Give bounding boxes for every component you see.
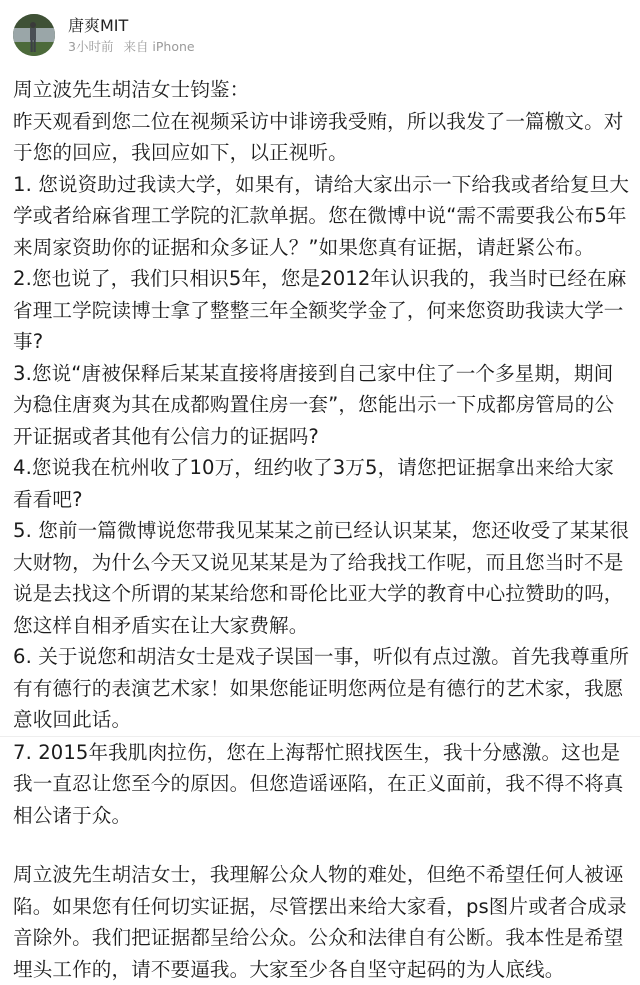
point-4: 4.您说我在杭州收了10万，纽约收了3万5，请您把证据拿出来给大家看看吧? — [13, 456, 614, 511]
intro-text: 昨天观看到您二位在视频采访中诽谤我受贿，所以我发了一篇檄文。对于您的回应，我回应如下，以正视听。 — [13, 109, 624, 164]
post-source: 来自 iPhone — [123, 39, 195, 54]
paragraph-spacer — [13, 831, 630, 859]
post-time: 3小时前 — [68, 39, 114, 54]
closing-text: 周立波先生胡洁女士，我理解公众人物的难处，但绝不希望任何人被诬陷。如果您有任何切实证据，尽管摆出来给大家看，ps图片或者合成录音除外。我们把证据都呈给公众。公众和法律自有公断。我本性是希望埋头工作的，请不要逼我。大家至少各自坚守起码的为人底线。 — [13, 863, 627, 981]
post-header — [0, 0, 640, 70]
point-3: 3.您说“唐被保释后某某直接将唐接到自己家中住了一个多星期，期间为稳住唐爽为其在成都购置住房一套”，您能出示一下成都房管局的公开证据或者其他有公信力的证据吗? — [13, 361, 615, 448]
post-body — [0, 74, 640, 985]
user-avatar-photo-icon — [13, 14, 55, 56]
greeting-text: 周立波先生胡洁女士钧鉴： — [13, 78, 250, 101]
point-7: 7. 2015年我肌肉拉伤，您在上海帮忙照找医生，我十分感激。这也是我一直忍让您至今的原因。但您造谣诬陷，在正义面前，我不得不将真相公诸于众。 — [13, 740, 624, 827]
point-2: 2.您也说了，我们只相识5年，您是2012年认识我的，我当时已经在麻省理工学院读博士拿了整整三年全额奖学金了，何来您资助我读大学一事? — [13, 267, 627, 353]
author-name[interactable]: 唐爽MIT — [68, 16, 129, 35]
post-meta — [68, 39, 195, 55]
point-5: 5. 您前一篇微博说您带我见某某之前已经认识某某，您还收受了某某很大财物，为什么今天又说见某某是为了给我找工作呢，而且您当时不是说是去找这个所谓的某某给您和哥伦比亚大学的教育中心拉赞助的吗，您这样自相矛盾实在让大家费解。 — [13, 519, 630, 637]
point-1: 1. 您说资助过我读大学，如果有，请给大家出示一下给我或者给复旦大学或者给麻省理工学院的汇款单据。您在微博中说“需不需要我公布5年来周家资助你的证据和众多证人？”如果您真有证据，请赶紧公布。 — [13, 172, 630, 259]
author-avatar[interactable] — [13, 14, 55, 56]
point-6: 6. 关于说您和胡洁女士是戏子误国一事，听似有点过激。首先我尊重所有有德行的表演艺术家！如果您能证明您两位是有德行的艺术家，我愿意收回此话。 — [13, 645, 630, 731]
